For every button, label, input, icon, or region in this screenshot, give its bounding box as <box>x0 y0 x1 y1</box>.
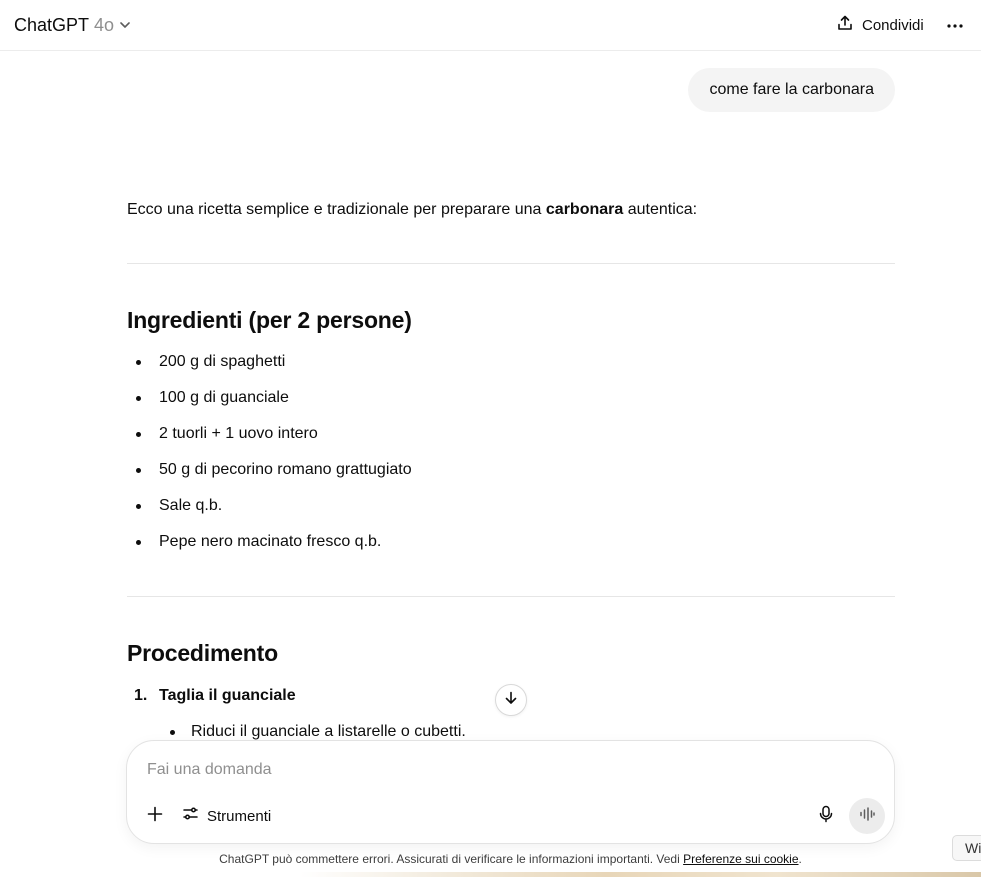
arrow-down-icon <box>503 690 519 711</box>
tools-button[interactable] <box>182 805 271 827</box>
scroll-to-bottom-button[interactable] <box>495 684 527 716</box>
prompt-input[interactable] <box>147 759 847 781</box>
list-item: 2 tuorli + 1 uovo intero <box>127 422 412 458</box>
bottom-strip <box>300 872 981 877</box>
model-selector[interactable] <box>14 13 132 37</box>
plus-icon <box>147 806 163 827</box>
step-title: Taglia il guanciale <box>159 687 296 704</box>
share-upload-icon <box>836 14 854 37</box>
step-sub-bullet: Riduci il guanciale a listarelle o cubetti. <box>191 720 466 744</box>
side-chip[interactable]: Wi <box>952 835 981 861</box>
answer-intro <box>127 199 697 221</box>
dictate-button[interactable] <box>815 805 837 827</box>
chevron-down-icon <box>118 18 132 32</box>
disclaimer-end: . <box>798 852 802 866</box>
intro-text: Ecco una ricetta semplice e tradizionale per preparare una <box>127 201 546 218</box>
list-item: 50 g di pecorino romano grattugiato <box>127 458 412 494</box>
list-item: Sale q.b. <box>127 494 412 530</box>
user-message-bubble: come fare la carbonara <box>688 68 895 112</box>
top-bar <box>0 0 981 51</box>
ellipsis-icon <box>946 16 964 34</box>
intro-text-end: autentica: <box>623 201 698 218</box>
voice-mode-button[interactable] <box>849 798 885 834</box>
list-item: 200 g di spaghetti <box>127 350 412 386</box>
ingredients-heading: Ingredienti (per 2 persone) <box>127 307 412 333</box>
model-name: ChatGPT <box>14 14 90 35</box>
cookie-preferences-link[interactable]: Preferenze sui cookie <box>683 852 799 866</box>
procedure-heading: Procedimento <box>127 640 278 666</box>
intro-bold: carbonara <box>545 201 624 218</box>
disclaimer-footer <box>0 851 981 867</box>
more-options-button[interactable] <box>943 14 967 36</box>
disclaimer-text: ChatGPT può commettere errori. Assicurati di verificare le informazioni importanti. Vedi <box>219 852 684 866</box>
share-label: Condividi <box>862 16 924 34</box>
ingredients-list <box>127 350 412 566</box>
divider <box>127 263 895 264</box>
model-version: 4o <box>94 14 115 35</box>
composer <box>126 740 895 844</box>
sliders-icon <box>182 805 199 827</box>
divider <box>127 596 895 597</box>
microphone-icon <box>818 805 834 828</box>
list-item: 100 g di guanciale <box>127 386 412 422</box>
voice-waveform-icon <box>859 807 875 826</box>
tools-label: Strumenti <box>207 807 272 825</box>
list-item: Pepe nero macinato fresco q.b. <box>127 530 412 566</box>
add-attachment-button[interactable] <box>144 805 166 827</box>
share-button[interactable] <box>836 14 924 36</box>
step-number: 1. <box>134 687 148 704</box>
